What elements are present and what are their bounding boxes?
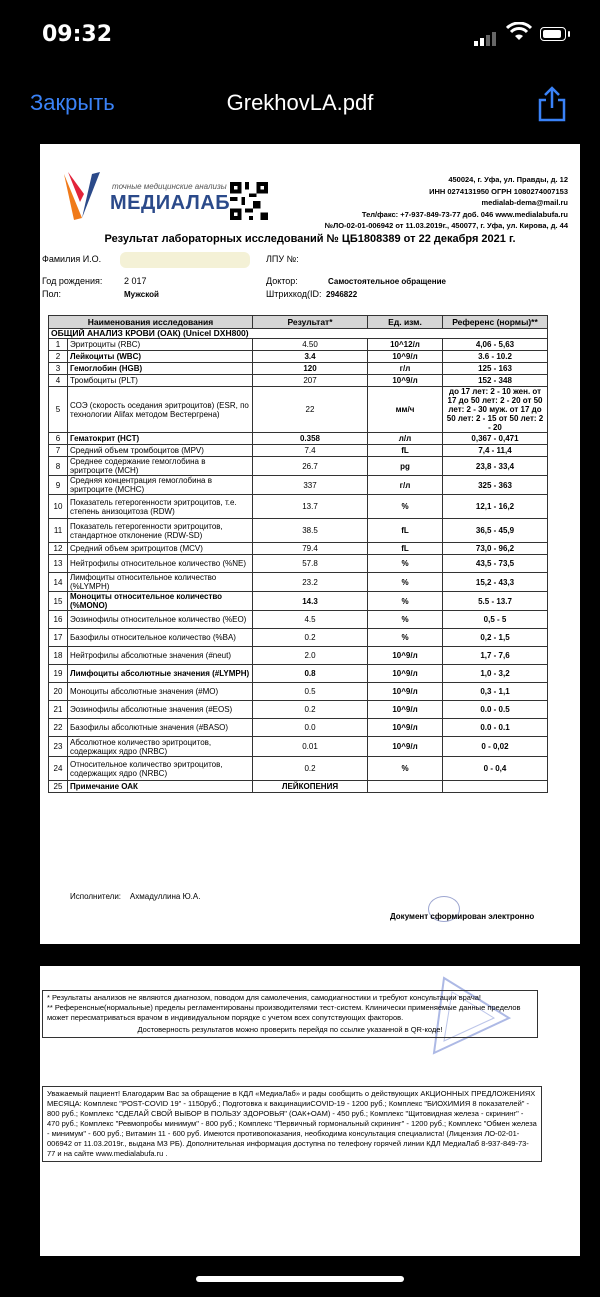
row-unit: 10^9/л <box>368 351 443 363</box>
birth-label: Год рождения: <box>42 276 103 286</box>
lab-tagline: точные медицинские анализы <box>112 182 227 191</box>
row-number: 19 <box>49 665 68 683</box>
row-reference: 0 - 0,4 <box>443 757 548 781</box>
row-number: 24 <box>49 757 68 781</box>
row-value: 13.7 <box>253 495 368 519</box>
row-unit: 10^9/л <box>368 701 443 719</box>
qr-code-icon[interactable] <box>230 182 268 220</box>
wifi-icon <box>506 22 532 42</box>
table-row <box>49 683 548 701</box>
row-reference: 152 - 348 <box>443 375 548 387</box>
row-number: 23 <box>49 737 68 757</box>
row-reference: 12,1 - 16,2 <box>443 495 548 519</box>
row-number: 5 <box>49 387 68 433</box>
row-number: 6 <box>49 433 68 445</box>
col-name: Наименования исследования <box>49 316 253 329</box>
row-reference: 3.6 - 10.2 <box>443 351 548 363</box>
table-row <box>49 543 548 555</box>
row-number: 2 <box>49 351 68 363</box>
row-unit: % <box>368 555 443 573</box>
row-value: 0.358 <box>253 433 368 445</box>
row-name: СОЭ (скорость оседания эритроцитов) (ESR, по технологии Alifax методом Вестергрена) <box>68 387 253 433</box>
lab-address: 450024, г. Уфа, ул. Правды, д. 12 ИНН 0274131950 ОГРН 1080274007153 medialab-dema@mail.ru Тел/факс: +7-937-849-73-77 доб. 046 www.medialabufa.ru №ЛО-02-01-006942 от 11.03.2019г., 450077, г. Уфа, ул. Кирова, д. 44 <box>324 175 568 230</box>
row-reference: 0,2 - 1,5 <box>443 629 548 647</box>
file-title: GrekhovLA.pdf <box>226 90 374 115</box>
surname-label: Фамилия И.О. <box>42 254 102 264</box>
row-value: 57.8 <box>253 555 368 573</box>
row-value: 26.7 <box>253 457 368 476</box>
row-value: 0.2 <box>253 757 368 781</box>
table-row <box>49 387 548 433</box>
row-name: Средний объем эритроцитов (MCV) <box>68 543 253 555</box>
redacted-name <box>120 252 250 268</box>
pdf-page-1[interactable] <box>40 144 580 944</box>
row-reference: 0 - 0,02 <box>443 737 548 757</box>
table-row <box>49 629 548 647</box>
col-ref: Референс (нормы)** <box>443 316 548 329</box>
executors: Исполнители: Ахмадуллина Ю.А. <box>70 892 201 901</box>
row-name: Базофилы относительное количество (%BA) <box>68 629 253 647</box>
row-unit: % <box>368 592 443 611</box>
battery-icon <box>540 27 566 41</box>
row-number: 3 <box>49 363 68 375</box>
row-reference: 15,2 - 43,3 <box>443 573 548 592</box>
table-row <box>49 457 548 476</box>
row-name: Тромбоциты (PLT) <box>68 375 253 387</box>
row-reference: 5.5 - 13.7 <box>443 592 548 611</box>
table-row <box>49 519 548 543</box>
row-name: Примечание ОАК <box>68 781 253 793</box>
table-row <box>49 433 548 445</box>
row-name: Лейкоциты (WBC) <box>68 351 253 363</box>
row-unit: fL <box>368 543 443 555</box>
row-unit: % <box>368 757 443 781</box>
table-row <box>49 665 548 683</box>
row-unit: 10^9/л <box>368 719 443 737</box>
table-row <box>49 555 548 573</box>
row-unit: 10^9/л <box>368 375 443 387</box>
row-reference: 325 - 363 <box>443 476 548 495</box>
doctor-value: Самостоятельное обращение <box>328 277 446 286</box>
table-row <box>49 701 548 719</box>
row-number: 13 <box>49 555 68 573</box>
row-reference: 0.0 - 0.5 <box>443 701 548 719</box>
col-unit: Ед. изм. <box>368 316 443 329</box>
row-unit: л/л <box>368 433 443 445</box>
row-value: 0.5 <box>253 683 368 701</box>
close-button[interactable]: Закрыть <box>30 90 115 115</box>
section-title: ОБЩИЙ АНАЛИЗ КРОВИ (ОАК) (Unicel DXH800) <box>49 329 548 339</box>
row-value: 0.0 <box>253 719 368 737</box>
row-name: Показатель гетерогенности эритроцитов, т.е. степень анизоцитоза (RDW) <box>68 495 253 519</box>
row-value: 22 <box>253 387 368 433</box>
row-value: ЛЕЙКОПЕНИЯ <box>253 781 368 793</box>
row-unit: 10^12/л <box>368 339 443 351</box>
results-table <box>48 315 548 793</box>
table-row <box>49 339 548 351</box>
row-name: Лимфоциты относительное количество (%LYMPH) <box>68 573 253 592</box>
row-number: 7 <box>49 445 68 457</box>
row-reference: 125 - 163 <box>443 363 548 375</box>
row-unit: % <box>368 611 443 629</box>
row-unit <box>368 781 443 793</box>
row-unit: % <box>368 495 443 519</box>
table-row <box>49 573 548 592</box>
row-value: 23.2 <box>253 573 368 592</box>
table-row <box>49 592 548 611</box>
table-row <box>49 351 548 363</box>
row-unit: % <box>368 629 443 647</box>
row-reference: 4,06 - 5,63 <box>443 339 548 351</box>
table-row <box>49 611 548 629</box>
row-value: 14.3 <box>253 592 368 611</box>
row-value: 120 <box>253 363 368 375</box>
row-number: 10 <box>49 495 68 519</box>
signature-text: Документ сформирован электронно <box>390 912 535 921</box>
row-number: 25 <box>49 781 68 793</box>
sex-value: Мужской <box>124 290 159 299</box>
table-row <box>49 781 548 793</box>
barcode-label: Штрихкод(ID: <box>266 289 322 299</box>
row-value: 7.4 <box>253 445 368 457</box>
disclaimer-2: ** Референсные(нормальные) пределы регламентированы производителями тест-систем. Клинически применяемые данные пределов может пересматриваться врачом в индивидуальном порядке с учетом всех сопутствующих факторов. <box>47 1003 521 1022</box>
doctor-label: Доктор: <box>266 276 298 286</box>
row-value: 0.2 <box>253 629 368 647</box>
row-unit: fL <box>368 445 443 457</box>
row-name: Эозинофилы абсолютные значения (#EOS) <box>68 701 253 719</box>
row-reference: до 17 лет: 2 - 10 жен. от 17 до 50 лет: 2 - 20 от 50 лет: 2 - 30 муж. от 17 до 50 лет: 2 - 15 от 50 лет: 2 - 20 <box>443 387 548 433</box>
row-unit: fL <box>368 519 443 543</box>
row-name: Абсолютное количество эритроцитов, содержащих ядро (NRBC) <box>68 737 253 757</box>
row-unit: г/л <box>368 363 443 375</box>
row-name: Нейтрофилы абсолютные значения (#neut) <box>68 647 253 665</box>
row-value: 2.0 <box>253 647 368 665</box>
table-row <box>49 757 548 781</box>
nav-bar <box>0 70 600 140</box>
signal-icon <box>474 28 498 46</box>
row-reference: 1,7 - 7,6 <box>443 647 548 665</box>
table-row <box>49 719 548 737</box>
row-unit: 10^9/л <box>368 737 443 757</box>
row-unit: 10^9/л <box>368 683 443 701</box>
row-value: 3.4 <box>253 351 368 363</box>
lpu-label: ЛПУ №: <box>266 254 299 264</box>
row-value: 207 <box>253 375 368 387</box>
row-reference <box>443 781 548 793</box>
row-value: 79.4 <box>253 543 368 555</box>
row-unit: 10^9/л <box>368 665 443 683</box>
row-reference: 0,367 - 0,471 <box>443 433 548 445</box>
table-row <box>49 445 548 457</box>
row-value: 38.5 <box>253 519 368 543</box>
row-reference: 0.0 - 0.1 <box>443 719 548 737</box>
row-number: 14 <box>49 573 68 592</box>
row-name: Среднее содержание гемоглобина в эритроците (MCH) <box>68 457 253 476</box>
row-reference: 36,5 - 45,9 <box>443 519 548 543</box>
row-number: 20 <box>49 683 68 701</box>
row-value: 0.2 <box>253 701 368 719</box>
birth-value: 2 017 <box>124 276 147 286</box>
row-reference: 1,0 - 3,2 <box>443 665 548 683</box>
table-row <box>49 363 548 375</box>
row-unit: % <box>368 573 443 592</box>
row-number: 16 <box>49 611 68 629</box>
row-name: Эритроциты (RBC) <box>68 339 253 351</box>
table-row <box>49 647 548 665</box>
document-title: Результат лабораторных исследований № ЦБ1808389 от 22 декабря 2021 г. <box>104 233 516 245</box>
home-indicator[interactable] <box>196 1276 404 1282</box>
share-icon[interactable] <box>536 86 568 122</box>
status-bar <box>0 0 600 70</box>
row-name: Относительное количество эритроцитов, содержащих ядро (NRBC) <box>68 757 253 781</box>
sex-label: Пол: <box>42 289 62 299</box>
pdf-page-2[interactable] <box>40 966 580 1256</box>
row-value: 0.01 <box>253 737 368 757</box>
col-result: Результат* <box>253 316 368 329</box>
row-number: 17 <box>49 629 68 647</box>
status-time: 09:32 <box>42 22 113 47</box>
row-name: Лимфоциты абсолютные значения (#LYMPH) <box>68 665 253 683</box>
row-unit: мм/ч <box>368 387 443 433</box>
disclaimer-1: * Результаты анализов не являются диагнозом, поводом для самолечения, самодиагностики и требуют консультации врача! <box>47 993 481 1002</box>
row-name: Гематокрит (HCT) <box>68 433 253 445</box>
row-number: 1 <box>49 339 68 351</box>
row-unit: г/л <box>368 476 443 495</box>
row-name: Эозинофилы относительное количество (%EO) <box>68 611 253 629</box>
row-reference: 73,0 - 96,2 <box>443 543 548 555</box>
row-reference: 0,5 - 5 <box>443 611 548 629</box>
row-name: Моноциты относительное количество (%MONO) <box>68 592 253 611</box>
row-value: 0.8 <box>253 665 368 683</box>
table-row <box>49 375 548 387</box>
table-row <box>49 737 548 757</box>
row-reference: 0,3 - 1,1 <box>443 683 548 701</box>
row-name: Средний объем тромбоцитов (MPV) <box>68 445 253 457</box>
row-number: 22 <box>49 719 68 737</box>
table-row <box>49 476 548 495</box>
row-value: 337 <box>253 476 368 495</box>
promo-box: Уважаемый пациент! Благодарим Вас за обращение в КДЛ «МедиаЛаб» и рады сообщить о действующих АКЦИОННЫХ ПРЕДЛОЖЕНИЯХ МЕСЯЦА: Комплекс "POST-COVID 19" - 1150руб.; Подготовка к вакцинацииCOVID-19 - 1200 руб.; Комплекс "БИОХИМИЯ 8 показателей" - 800 руб.; Комплекс "СДЕЛАЙ СВОЙ ВЫБОР В ПОЛЬЗУ ЗДОРОВЬЯ" (ОАК+ОАМ) - 450 руб.; Комплекс "Щитовидная железа - скрининг" - 470 руб.; Комплекс "Ревмопробы минимум" - 800 руб.; Комплекс "Первичный гормональный скрининг" - 1200 руб.; Комплекс "Обмен железа - минимум" - 600 руб.; Витамин 11 - 600 руб. Имеются противопоказания, необходима консультация специалиста! (Лицензия ЛО-02-01-006942 от 11.03.2019г., выдана МЗ РБ). Дополнительная информация доступна по телефону горячей линии КДЛ МедиаЛаб 8-937-849-73-77 и на сайте www.medialabufa.ru . <box>42 1086 542 1162</box>
row-value: 4.5 <box>253 611 368 629</box>
barcode-value: 2946822 <box>326 290 358 299</box>
row-name: Гемоглобин (HGB) <box>68 363 253 375</box>
row-number: 18 <box>49 647 68 665</box>
disclaimer-box <box>42 990 538 1038</box>
lab-name: МЕДИАЛАБ <box>110 192 231 214</box>
disclaimer-3: Достоверность результатов можно проверить перейдя по ссылке указанной в QR-коде! <box>137 1025 443 1034</box>
row-reference: 7,4 - 11,4 <box>443 445 548 457</box>
row-unit: pg <box>368 457 443 476</box>
row-name: Нейтрофилы относительное количество (%NE) <box>68 555 253 573</box>
row-number: 11 <box>49 519 68 543</box>
row-name: Показатель гетерогенности эритроцитов, стандартное отклонение (RDW-SD) <box>68 519 253 543</box>
row-name: Базофилы абсолютные значения (#BASO) <box>68 719 253 737</box>
row-name: Средняя концентрация гемоглобина в эритроците (MCHC) <box>68 476 253 495</box>
row-unit: 10^9/л <box>368 647 443 665</box>
row-value: 4.50 <box>253 339 368 351</box>
row-reference: 43,5 - 73,5 <box>443 555 548 573</box>
lab-logo-icon <box>60 168 106 224</box>
row-number: 9 <box>49 476 68 495</box>
row-name: Моноциты абсолютные значения (#MO) <box>68 683 253 701</box>
row-reference: 23,8 - 33,4 <box>443 457 548 476</box>
row-number: 12 <box>49 543 68 555</box>
table-row <box>49 495 548 519</box>
row-number: 8 <box>49 457 68 476</box>
row-number: 21 <box>49 701 68 719</box>
row-number: 4 <box>49 375 68 387</box>
row-number: 15 <box>49 592 68 611</box>
